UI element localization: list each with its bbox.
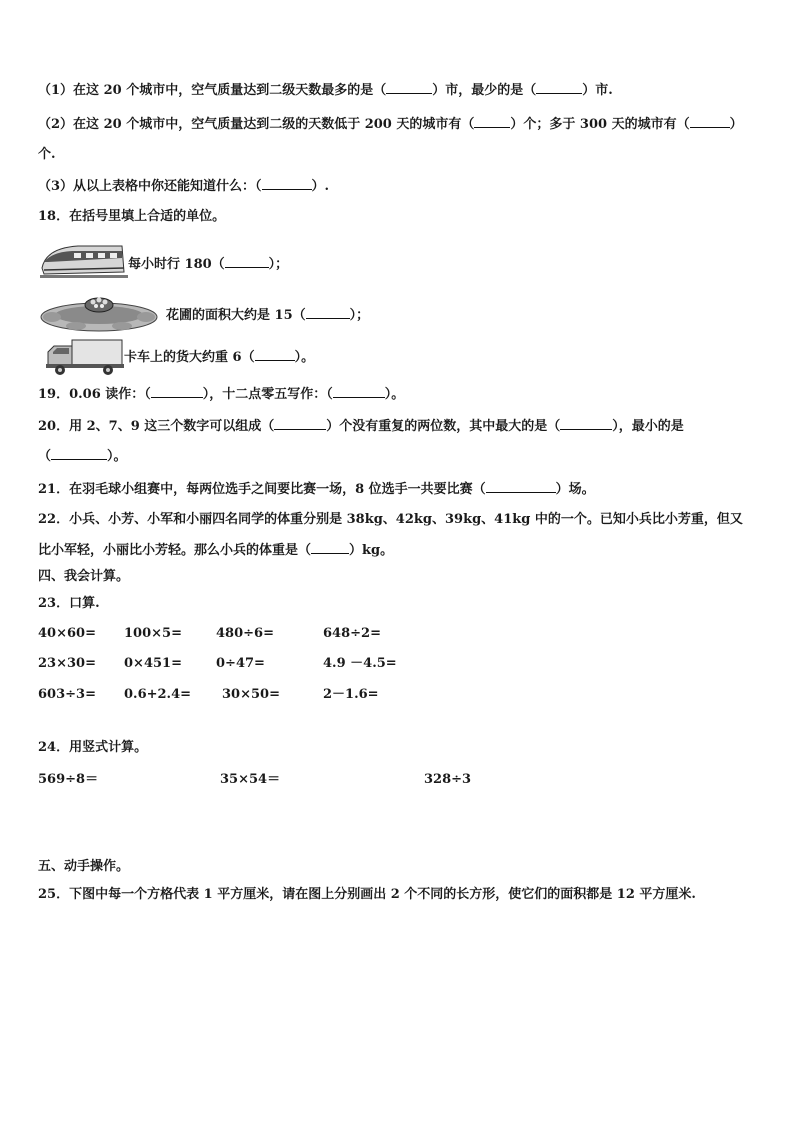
answer-blank[interactable] xyxy=(51,448,107,460)
calc-item: 0÷47= xyxy=(216,656,265,671)
calc-item: 40×60= xyxy=(38,626,96,641)
q17-part2-cont: 个. xyxy=(38,147,56,162)
q18-title: 18．在括号里填上合适的单位。 xyxy=(38,209,226,224)
q17-part1: （1）在这 20 个城市中，空气质量达到二级天数最多的是（ ）市，最少的是（ ）市. xyxy=(38,83,613,98)
q18-train-text: 每小时行 180（ ）； xyxy=(128,257,289,272)
q25: 25．下图中每一个方格代表 1 平方厘米，请在图上分别画出 2 个不同的长方形，使它们的面积都是 12 平方厘米. xyxy=(38,887,696,902)
train-image xyxy=(38,238,128,282)
section-5-title: 五、动手操作。 xyxy=(38,859,130,874)
calc-item: 30×50= xyxy=(222,687,280,702)
calc-item: 4.9 －4.5= xyxy=(323,656,397,671)
answer-blank[interactable] xyxy=(536,82,582,94)
q23-title: 23．口算. xyxy=(38,596,100,611)
calc-item: 2－1.6= xyxy=(323,687,379,702)
q21: 21．在羽毛球小组赛中，每两位选手之间要比赛一场，8 位选手一共要比赛（ ）场。 xyxy=(38,482,595,497)
q18-garden-text: 花圃的面积大约是 15（ ）； xyxy=(166,308,370,323)
calc-item: 648÷2= xyxy=(323,626,381,641)
answer-blank[interactable] xyxy=(262,178,312,190)
answer-blank[interactable] xyxy=(311,542,349,554)
calc-item: 23×30= xyxy=(38,656,96,671)
q18-truck-text: 卡车上的货大约重 6（ ）。 xyxy=(124,350,315,365)
answer-blank[interactable] xyxy=(474,116,510,128)
calc-item: 603÷3= xyxy=(38,687,96,702)
answer-blank[interactable] xyxy=(255,349,295,361)
q20: 20．用 2、7、9 这三个数字可以组成（ ）个没有重复的两位数，其中最大的是（ ），最小的是 xyxy=(38,419,684,434)
q17-part2: （2）在这 20 个城市中，空气质量达到二级的天数低于 200 天的城市有（ ）个；多于 300 天的城市有（ ） xyxy=(38,117,743,132)
calc-item: 0.6+2.4= xyxy=(124,687,192,702)
calc-item: 100×5= xyxy=(124,626,182,641)
answer-blank[interactable] xyxy=(151,386,203,398)
answer-blank[interactable] xyxy=(306,307,350,319)
vertical-calc-item: 35×54＝ xyxy=(220,772,281,787)
answer-blank[interactable] xyxy=(274,418,326,430)
q17-part3: （3）从以上表格中你还能知道什么：（ ）. xyxy=(38,179,330,194)
q20-cont: （ ）。 xyxy=(38,449,127,464)
answer-blank[interactable] xyxy=(690,116,730,128)
section-4-title: 四、我会计算。 xyxy=(38,569,130,584)
q19: 19．0.06 读作：（ ），十二点零五写作：（ ）。 xyxy=(38,387,405,402)
vertical-calc-item: 328÷3 xyxy=(424,772,472,787)
calc-item: 480÷6= xyxy=(216,626,274,641)
answer-blank[interactable] xyxy=(386,82,432,94)
vertical-calc-item: 569÷8＝ xyxy=(38,772,99,787)
flower-garden-image xyxy=(38,293,160,335)
answer-blank[interactable] xyxy=(333,386,385,398)
truck-image xyxy=(44,336,124,378)
answer-blank[interactable] xyxy=(486,481,556,493)
calc-item: 0×451= xyxy=(124,656,182,671)
q24-title: 24．用竖式计算。 xyxy=(38,740,148,755)
q22-line2: 比小军轻，小丽比小芳轻。那么小兵的体重是（ ）kg。 xyxy=(38,543,394,558)
answer-blank[interactable] xyxy=(560,418,612,430)
answer-blank[interactable] xyxy=(225,256,269,268)
q22-line1: 22．小兵、小芳、小军和小丽四名同学的体重分别是 38kg、42kg、39kg、41kg 中的一个。已知小兵比小芳重，但又 xyxy=(38,512,743,527)
